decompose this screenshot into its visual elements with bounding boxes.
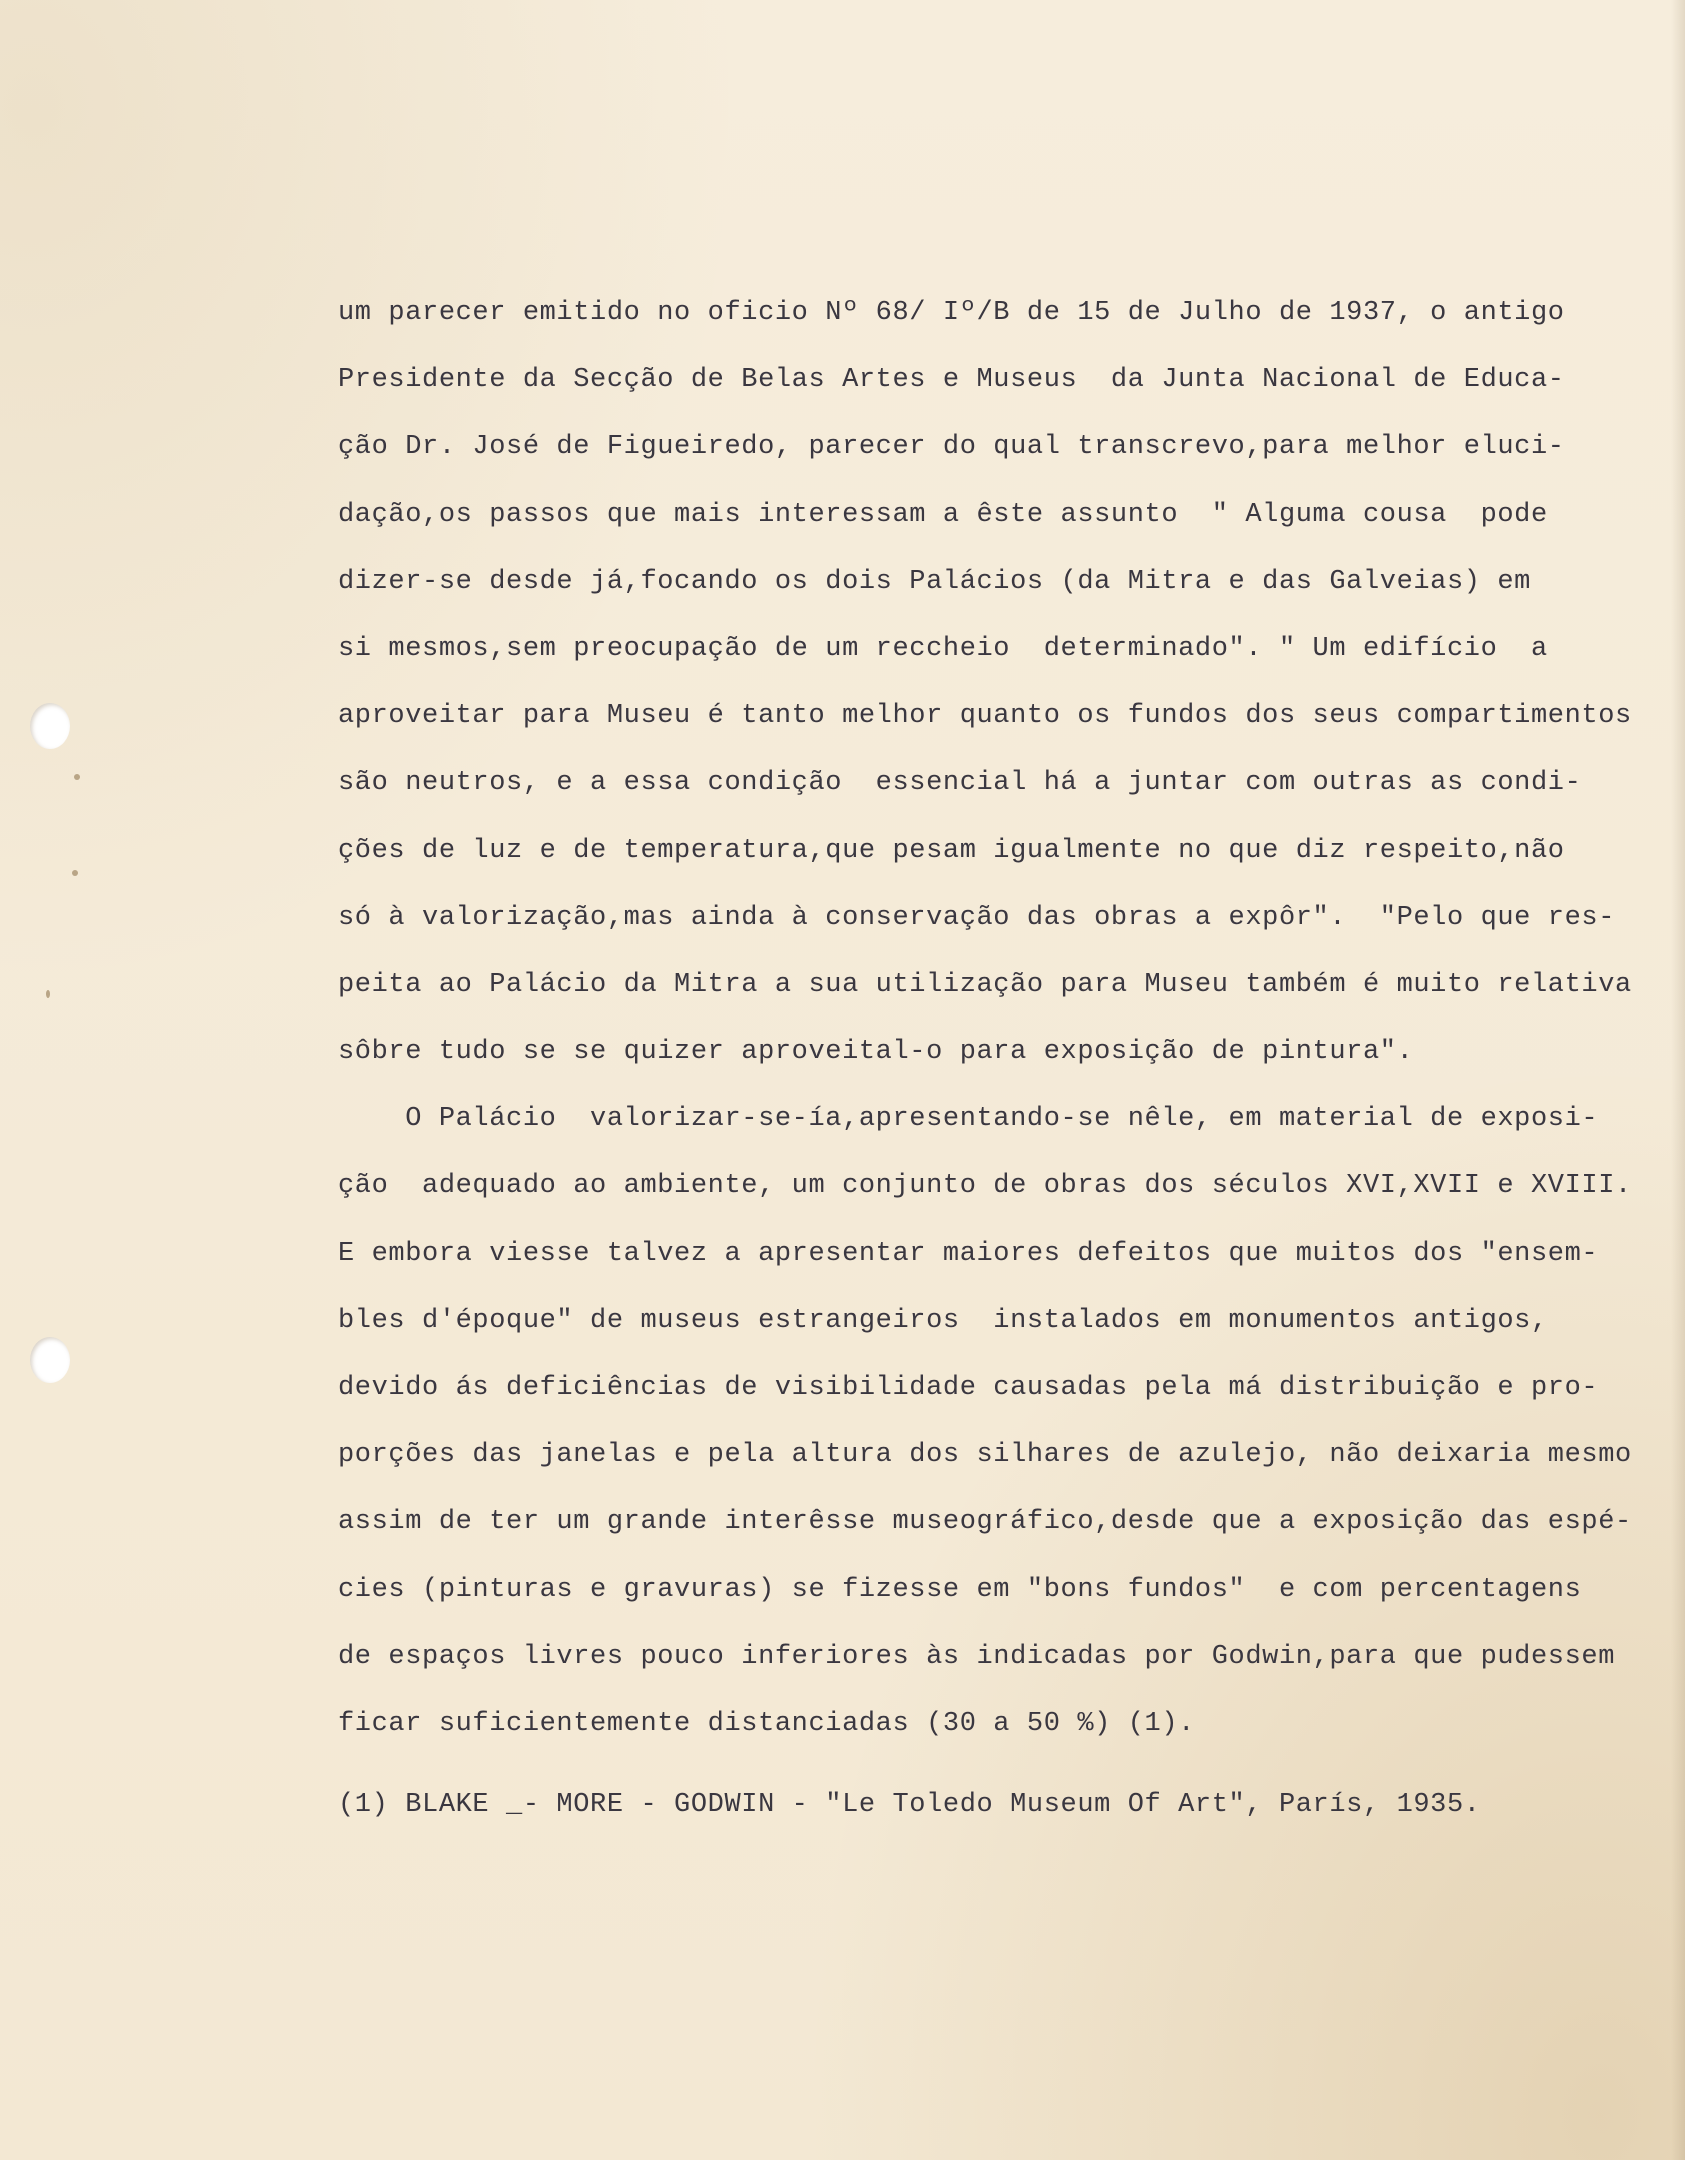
text-line: ção adequado ao ambiente, um conjunto de obras dos séculos XVI,XVII e XVIII.: [338, 1171, 1632, 1202]
text-line: de espaços livres pouco inferiores às indicadas por Godwin,para que pudessem: [338, 1641, 1615, 1672]
punch-hole-lower: [30, 1337, 70, 1383]
text-line: si mesmos,sem preocupação de um reccheio determinado". " Um edifício a: [338, 633, 1548, 664]
paper-speck: [72, 870, 78, 876]
text-line: assim de ter um grande interêsse museográfico,desde que a exposição das espé-: [338, 1507, 1632, 1538]
text-line: só à valorização,mas ainda à conservação das obras a expôr". "Pelo que res-: [338, 902, 1615, 933]
text-line: ficar suficientemente distanciadas (30 a 50 %) (1).: [338, 1708, 1195, 1739]
text-line: devido ás deficiências de visibilidade causadas pela má distribuição e pro-: [338, 1373, 1599, 1403]
text-line: sôbre tudo se se quizer aproveital-o para exposição de pintura".: [338, 1037, 1414, 1068]
text-line: um parecer emitido no oficio Nº 68/ Iº/B de 15 de Julho de 1937, o antigo: [338, 298, 1565, 328]
text-line: porções das janelas e pela altura dos silhares de azulejo, não deixaria mesmo: [338, 1440, 1632, 1471]
text-line: ções de luz e de temperatura,que pesam igualmente no que diz respeito,não: [338, 835, 1565, 866]
page-edge-shadow: [1671, 0, 1685, 2160]
text-line: ção Dr. José de Figueiredo, parecer do qual transcrevo,para melhor eluci-: [338, 432, 1565, 463]
text-line: dizer-se desde já,focando os dois Palácios (da Mitra e das Galveias) em: [338, 566, 1531, 597]
paper-speck: [46, 990, 50, 998]
text-line: são neutros, e a essa condição essencial há a juntar com outras as condi-: [338, 768, 1582, 799]
text-line: O Palácio valorizar-se-ía,apresentando-se nêle, em material de exposi-: [338, 1104, 1599, 1135]
text-line: Presidente da Secção de Belas Artes e Museus da Junta Nacional de Educa-: [338, 365, 1565, 396]
footnote: (1) BLAKE _- MORE - GODWIN - "Le Toledo Museum Of Art", París, 1935.: [338, 1790, 1481, 1820]
punch-hole-upper: [30, 703, 70, 749]
text-line: bles d'époque" de museus estrangeiros instalados em monumentos antigos,: [338, 1305, 1548, 1336]
text-line: peita ao Palácio da Mitra a sua utilização para Museu também é muito relativa: [338, 969, 1632, 1000]
text-line: cies (pinturas e gravuras) se fizesse em "bons fundos" e com percentagens: [338, 1574, 1582, 1605]
paper-speck: [74, 774, 80, 780]
text-line: aproveitar para Museu é tanto melhor quanto os fundos dos seus compartimentos: [338, 701, 1632, 732]
text-line: E embora viesse talvez a apresentar maiores defeitos que muitos dos "ensem-: [338, 1238, 1599, 1269]
typewritten-body: [338, 280, 1648, 1758]
text-line: dação,os passos que mais interessam a êste assunto " Alguma cousa pode: [338, 499, 1548, 530]
